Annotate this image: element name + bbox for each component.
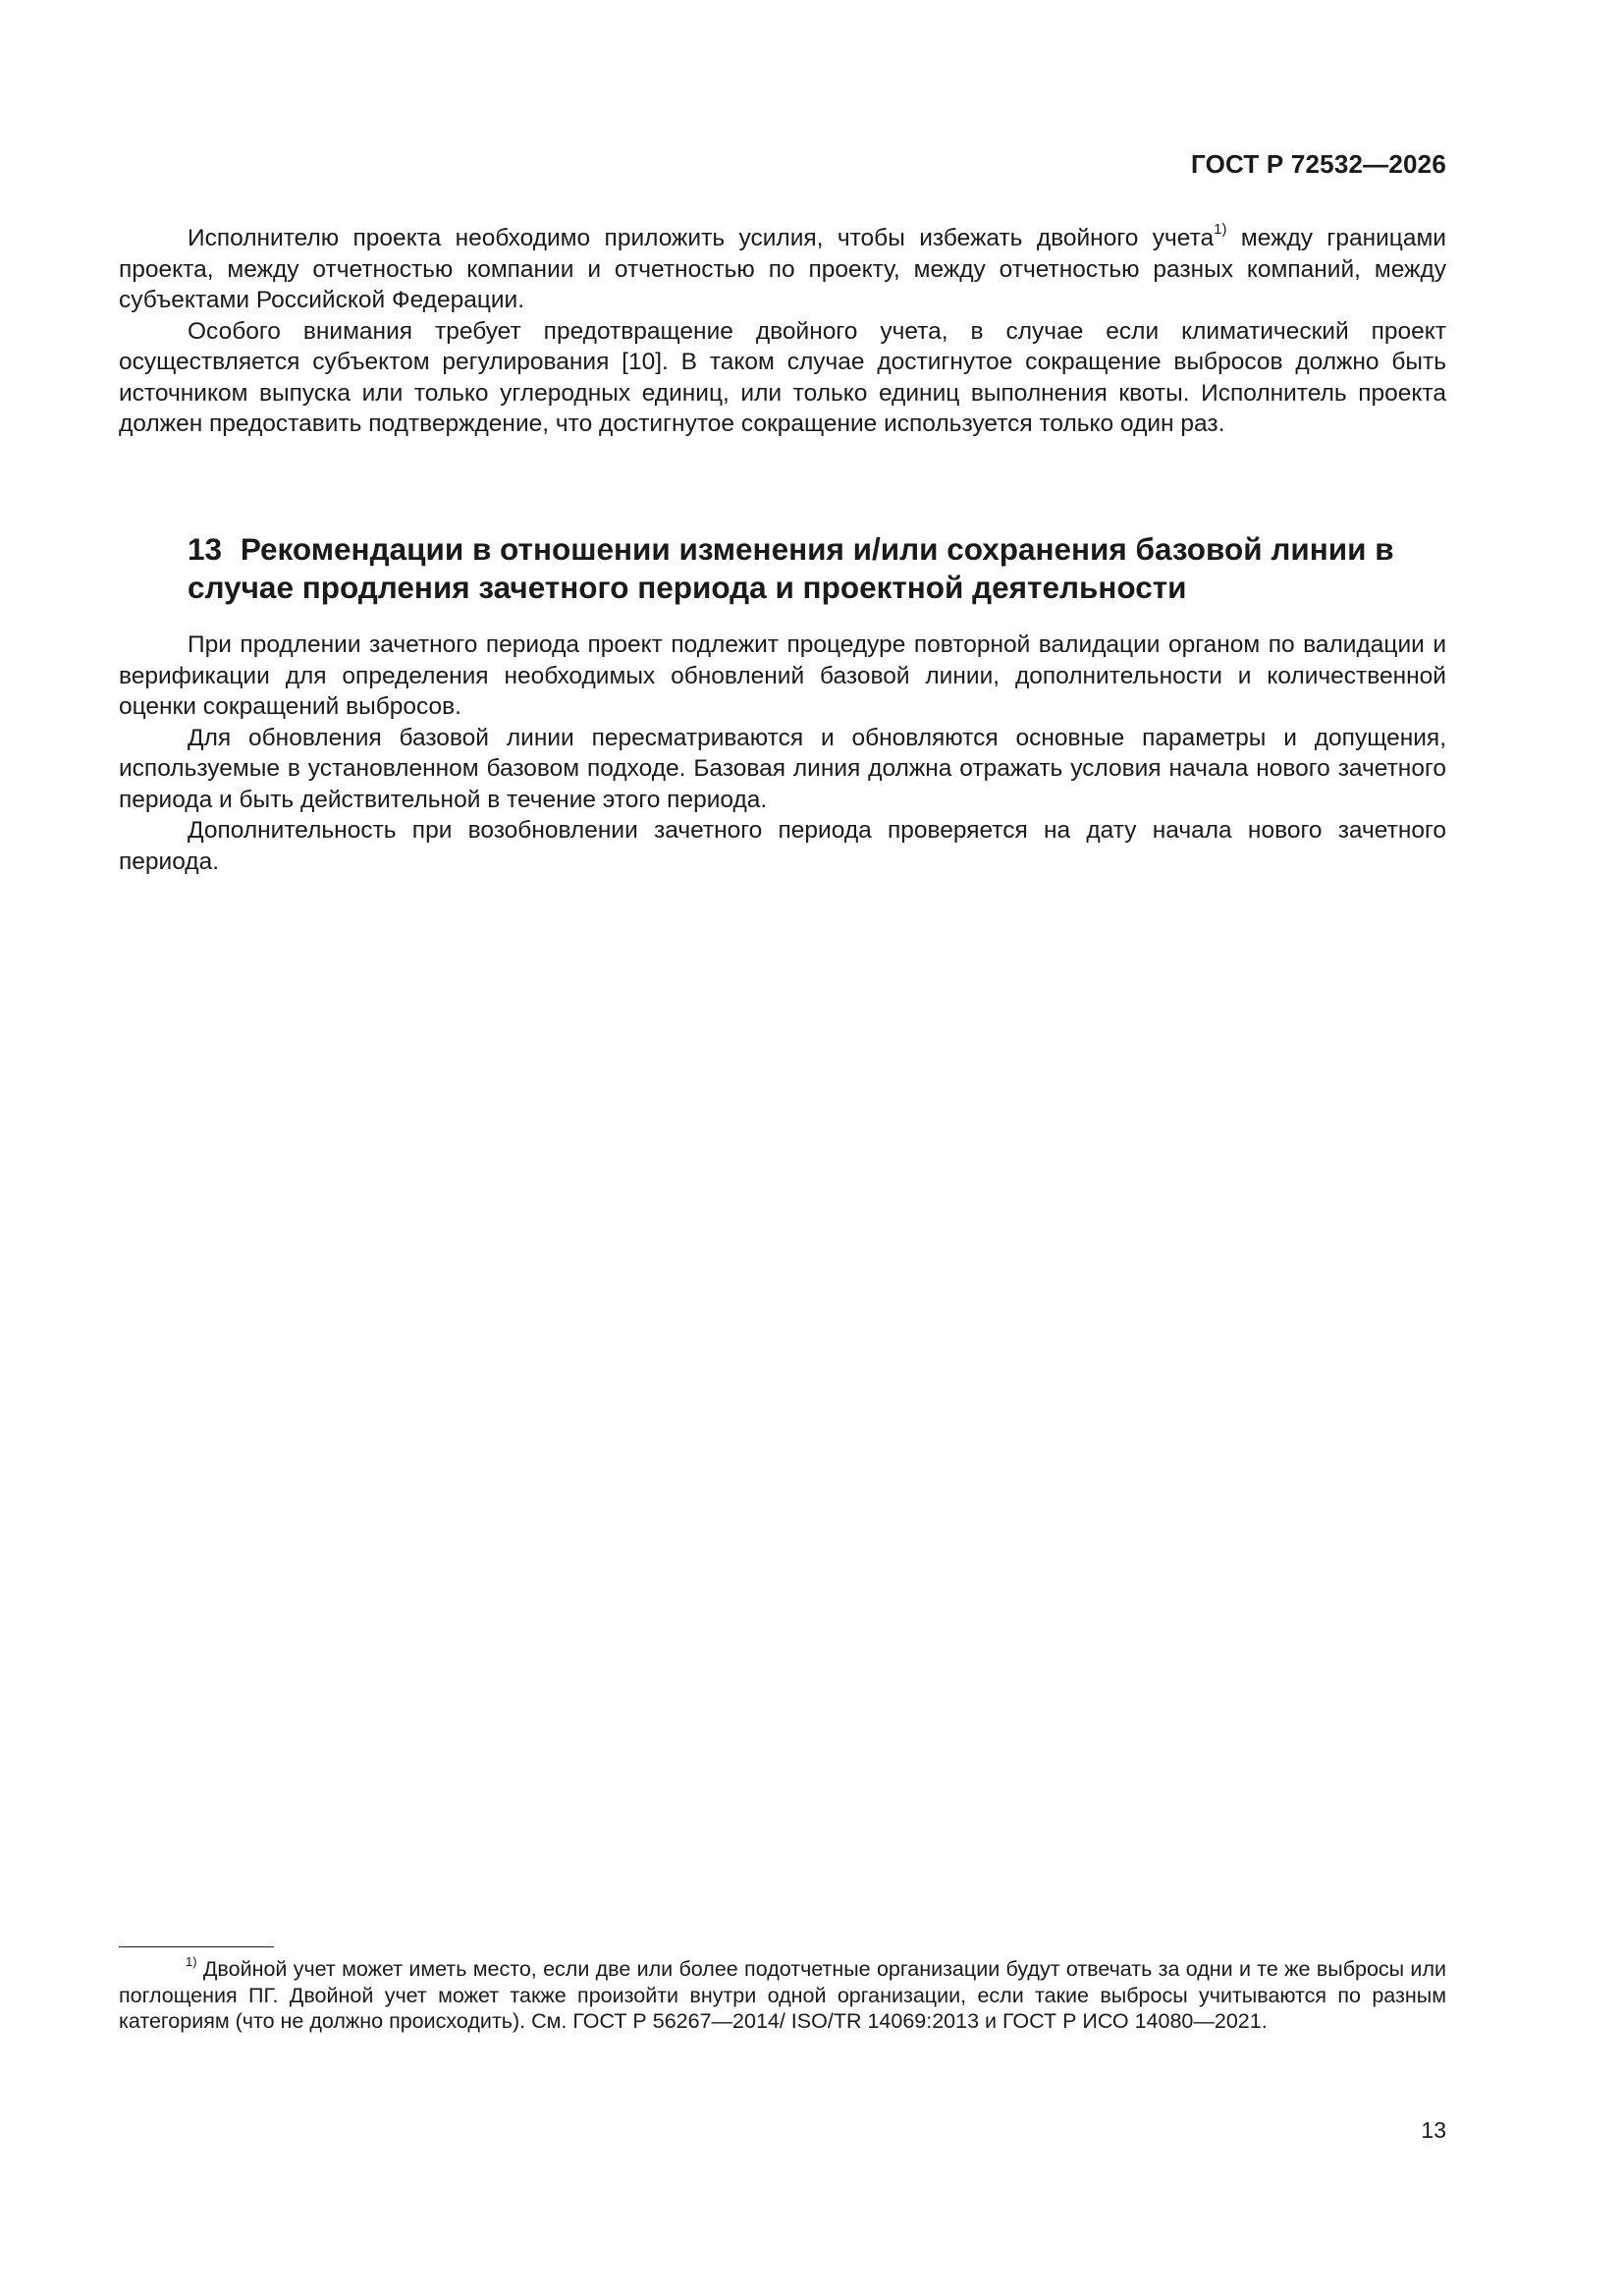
intro-text-block	[119, 220, 1446, 440]
footnote-text: Двойной учет может иметь место, если две или более подотчетные организации будут отвечать за одни и те же выбросы или поглощения ПГ. Двойной учет может также произойти внутри одной организации, если такие выбросы учитываются по разным категориям (что не должно происходить). См. ГОСТ Р 56267—2014/ ISO/TR 14069:2013 и ГОСТ Р ИСО 14080—2021.	[119, 1957, 1446, 2033]
footnote	[119, 1953, 1446, 2035]
footnote-paragraph	[119, 1953, 1446, 2035]
paragraph-additionality: Дополнительность при возобновлении зачетного периода проверяется на дату начала нового зачетного периода.	[119, 817, 1446, 875]
document-code-header: ГОСТ Р 72532—2026	[1191, 149, 1446, 179]
paragraph-revalidation: При продлении зачетного периода проект подлежит процедуре повторной валидации органом по валидации и верификации для определения необходимых обновлений базовой линии, дополнительности и количественной оценки сокращений выбросов.	[119, 631, 1446, 720]
section-title: Рекомендации в отношении изменения и/или сохранения базовой линии в случае продления зачетного периода и проектной деятельности	[188, 531, 1394, 605]
section-heading	[188, 530, 1454, 607]
section-13-text-block	[119, 629, 1446, 877]
section-number: 13	[188, 531, 223, 567]
paragraph-text: между границами проекта, между отчетностью компании и отчетностью по проекту, между отчетностью разных компаний, между субъектами Российской Федерации.	[119, 225, 1446, 313]
paragraph-text: Исполнителю проекта необходимо приложить усилия, чтобы избежать двойного учета	[188, 225, 1215, 251]
paragraph-baseline-update: Для обновления базовой линии пересматриваются и обновляются основные параметры и допущения, используемые в установленном базовом подходе. Базовая линия должна отражать условия начала нового зачетного периода и быть действительной в течение этого периода.	[119, 724, 1446, 813]
footnote-separator	[119, 1946, 274, 1947]
page-number: 13	[1421, 2117, 1446, 2143]
paragraph-regulated-entity: Особого внимания требует предотвращение двойного учета, в случае если климатический проект осуществляется субъектом регулирования [10]. В таком случае достигнутое сокращение выбросов должно быть источником выпуска или только углеродных единиц, или только единиц выполнения квоты. Исполнитель проекта должен предоставить подтверждение, что достигнутое сокращение используется только один раз.	[119, 317, 1446, 437]
paragraph-double-counting	[119, 220, 1446, 316]
footnote-marker: 1)	[186, 1953, 197, 1969]
footnote-reference[interactable]: 1)	[1214, 220, 1227, 238]
